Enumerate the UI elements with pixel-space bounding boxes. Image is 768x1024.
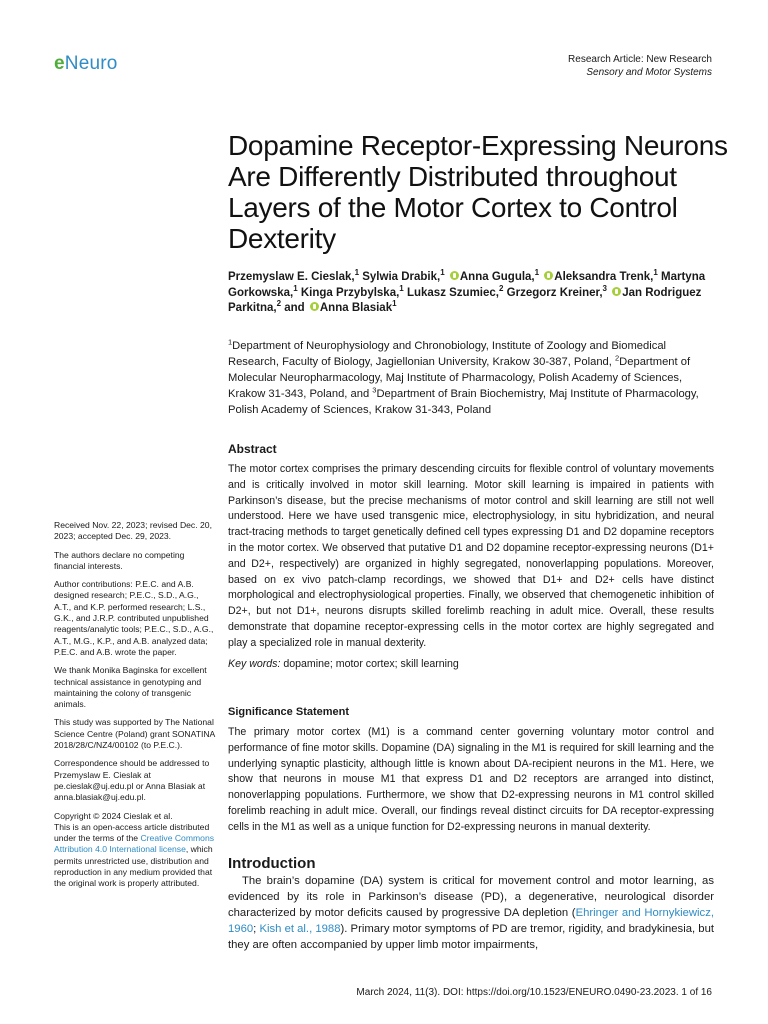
copyright-line: Copyright © 2024 Cieslak et al.: [54, 810, 173, 821]
affil-sup-2: 2: [615, 353, 620, 363]
author-affiliation-sup: 1: [653, 268, 658, 278]
author-affiliation-sup: 1: [354, 268, 360, 278]
author-name: [506, 283, 607, 299]
author-affiliation-sup: 2: [499, 283, 504, 293]
author-name: [362, 268, 445, 283]
orcid-icon[interactable]: [310, 302, 319, 311]
journal-logo: eNeuro: [54, 53, 118, 74]
abstract-body: The motor cortex comprises the primary descending circuits for flexible control of voluntary movements and is critically involved in motor skill learning. Motor skill learning is impaired in patients with Parkinson’s disease, but the precise mechanisms of motor control and skill learning are still not well understood. Here we have used transgenic mice, electrophysiology, in situ hybridization, and neural tract-tracing methods to target genetically defined cell types expressing D1 and D2 dopamine receptors in the motor cortex. We observed that putative D1 and D2 dopamine receptor-expressing neurons (D1+ and D2+, respectively) are organized in highly segregated, nonoverlapping populations. Moreover, based on ex vivo patch-clamp recordings, we showed that D1+ and D2+ cells have distinct morphological and electrophysiological properties. Finally, we observed that chemogenetic inhibition of D2+, but not D1+, neurons disrupts skilled forelimb reaching in adult mice. Overall, these results demonstrate that dopamine receptor-expressing cells in the motor cortex are highly segregated and play a specialized role in manual dexterity.: [228, 463, 714, 649]
author-affiliation-sup: 3: [602, 283, 607, 293]
introduction-body: [228, 873, 714, 953]
author-name-text: Sylwia Drabik,: [362, 271, 441, 283]
article-type: Research Article: New Research: [568, 54, 712, 65]
article-section: Sensory and Motor Systems: [586, 67, 712, 78]
orcid-icon[interactable]: [612, 287, 621, 296]
author-name: [300, 283, 404, 299]
author-affiliation-sup: 1: [399, 283, 404, 293]
significance-heading: Significance Statement: [228, 706, 350, 718]
abstract-heading: Abstract: [228, 442, 277, 456]
author-name: [542, 268, 658, 283]
author-affiliation-sup: 1: [293, 283, 298, 293]
author-affiliation-sup: 1: [392, 299, 397, 309]
introduction-heading: Introduction: [228, 855, 316, 872]
affil-sup-3: 3: [372, 385, 377, 395]
citation-link[interactable]: Kish et al., 1988: [259, 923, 341, 935]
orcid-icon[interactable]: [450, 271, 459, 280]
competing-interests: The authors declare no competing financial interests.: [54, 549, 185, 571]
citation-link[interactable]: Ehringer and Hornykiewicz, 1960: [228, 907, 714, 935]
author-name-text: Anna Gugula,: [459, 271, 535, 283]
keywords-label: Key words:: [228, 658, 281, 670]
author-contributions: Author contributions: P.E.C. and A.B. designed research; P.E.C., S.D., A.G., A.T., and K.P. performed research; L.S., G.K., and J.R.P. contributed unpublished reagents/analytic tools; P.E.C., S.D., A.G., A.T., M.G., K.P., and A.B. analyzed data; P.E.C. and A.B. wrote the paper.: [54, 579, 214, 657]
article-category: [568, 53, 712, 79]
license-text-a: This is an open-access article distributed under the terms of the: [54, 821, 210, 844]
author-name: [284, 299, 397, 314]
significance-body: The primary motor cortex (M1) is a command center governing voluntary motor control and performance of fine motor skills. Dopamine (DA) signaling in the M1 is required for skill learning and the underlying synaptic plasticity, although little is known about DA-recipient neurons in the M1. Here, we show that neurons in mouse M1 that express D1 and D2 receptors are arranged into distinct, nonoverlapping populations. Furthermore, we show that D2-expressing neurons in M1 control skilled forelimb reaching in adult mice. Overall, our findings reveal distinct circuits for DA receptor-expressing cells in the M1 as well as a unique function for D2-expressing neurons in manual dexterity.: [228, 726, 714, 833]
author-affiliation-sup: 1: [534, 268, 540, 278]
article-notes-sidebar: [54, 520, 216, 897]
author-name-text: Kinga Przybylska,: [300, 286, 400, 299]
funding-note: This study was supported by The National Science Centre (Poland) grant SONATINA 2018/28/C/NZ4/00102 (to P.E.C.).: [54, 717, 215, 751]
author-conjunction: and: [284, 302, 308, 314]
affil-sup-1: 1: [228, 337, 233, 347]
affiliation-3: Department of Brain Biochemistry, Maj Institute of Pharmacology, Polish Academy of Sciences, Krakow 31-343, Poland: [228, 388, 699, 416]
copyright-note: [54, 811, 216, 890]
orcid-icon[interactable]: [544, 271, 553, 280]
correspondence-note: Correspondence should be addressed to Przemyslaw E. Cieslak at pe.cieslak@uj.edu.pl or Anna Blasiak at anna.blasiak@uj.edu.pl.: [54, 758, 210, 803]
affiliation-1: Department of Neurophysiology and Chronobiology, Institute of Zoology and Biomedical Research, Faculty of Biology, Jagiellonian University, Krakow 30-387, Poland,: [228, 340, 667, 368]
article-title: Dopamine Receptor-Expressing Neurons Are Differently Distributed throughout Layers of the Motor Cortex to Control Dexterity: [228, 130, 728, 254]
page-footer: March 2024, 11(3). DOI: https://doi.org/10.1523/ENEURO.0490-23.2023. 1 of 16: [356, 987, 712, 998]
license-text-b: , which permits unrestricted use, distribution and reproduction in any medium provided that the original work is properly attributed.: [54, 844, 213, 889]
acknowledgments: We thank Monika Baginska for excellent technical assistance in genotyping and maintaining the colony of transgenic animals.: [54, 665, 207, 710]
keywords-list: dopamine; motor cortex; skill learning: [280, 658, 459, 670]
author-affiliation-sup: 2: [276, 299, 282, 309]
affiliation-2: Department of Molecular Neuropharmacology, Maj Institute of Pharmacology, Polish Academy of Sciences, Krakow 31-343, Poland, and: [228, 356, 691, 400]
author-affiliation-sup: 1: [440, 268, 445, 278]
intro-text-a: The brain’s dopamine (DA) system is critical for movement control and motor learning, as evidenced by its role in Parkinson’s disease (PD), a degenerative, neurological disorder characterized by motor deficits caused by progressive DA depletion (: [228, 875, 714, 919]
author-name-text: Grzegorz Kreiner,: [506, 286, 603, 299]
affiliations: [228, 338, 718, 418]
author-list: [228, 270, 720, 317]
citation-separator: ;: [253, 923, 260, 935]
author-name-text: Lukasz Szumiec,: [406, 286, 499, 299]
author-name-text: Przemyslaw E. Cieslak,: [228, 271, 355, 283]
license-link[interactable]: Creative Commons Attribution 4.0 International license: [54, 833, 215, 855]
author-name-text: Martyna Gorkowska,: [228, 271, 706, 299]
keywords: [228, 657, 714, 672]
author-name-text: Anna Blasiak: [319, 302, 393, 314]
author-name-text: Aleksandra Trenk,: [554, 271, 654, 283]
author-name: [406, 283, 504, 299]
author-name-text: Jan Rodriguez Parkitna,: [228, 286, 702, 314]
received-dates: Received Nov. 22, 2023; revised Dec. 20, 2023; accepted Dec. 29, 2023.: [54, 520, 212, 542]
author-name: [228, 268, 360, 283]
author-name: [448, 268, 540, 283]
intro-text-b: ). Primary motor symptoms of PD are tremor, rigidity, and bradykinesia, but they are often accompanied by upper limb motor impairments,: [228, 923, 714, 951]
